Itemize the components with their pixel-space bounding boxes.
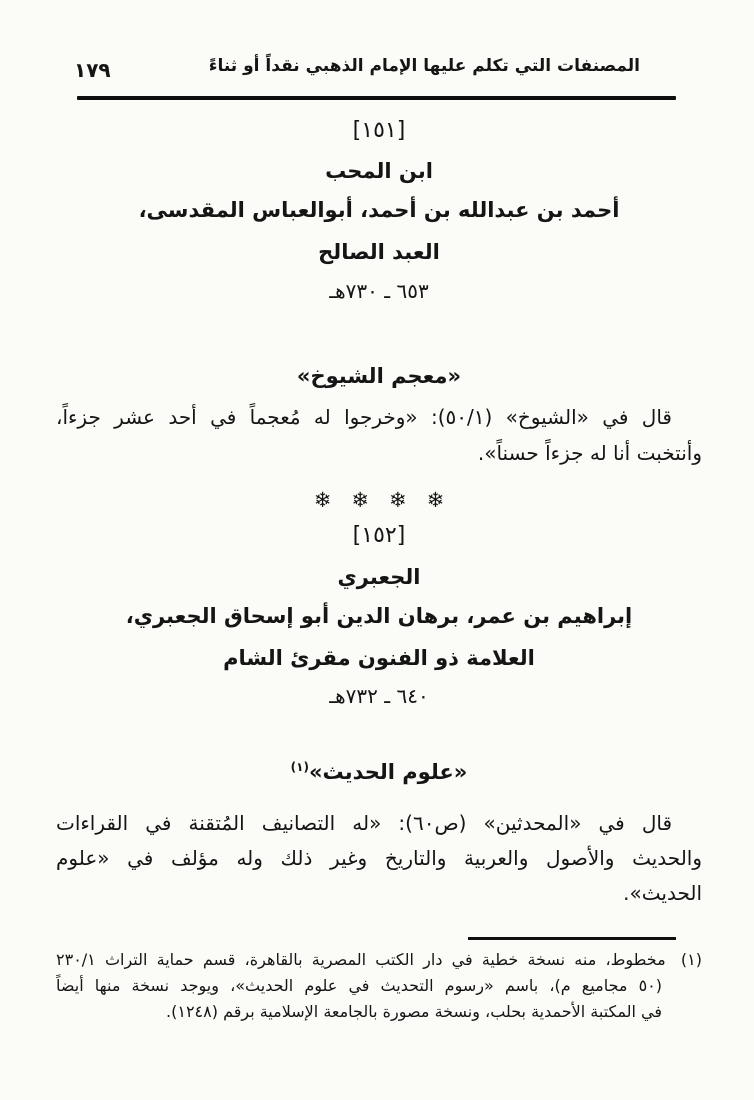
footnote-reference-marker: (١) (290, 760, 309, 774)
flower-ornament-icon: ❄ (389, 488, 407, 512)
page-number: ١٧٩ (74, 58, 111, 82)
entry-152-book-title (56, 758, 702, 786)
footnote-rule-divider (468, 937, 676, 940)
entry-151-book-title: «معجم الشيوخ» (296, 364, 462, 388)
entry-151-number: [١٥١] (352, 118, 406, 143)
footnote-line-2: (٥٠ مجاميع م)، باسم «رسوم التحديث في علوم الحديث»، ويوجد نسخة منها أيضاً (56, 976, 662, 995)
entry-151-quote-line-1: قال في «الشيوخ» (٥٠/١): «وخرجوا له مُعجماً في أحد عشر جزءاً، (56, 405, 672, 429)
entry-152-number: [١٥٢] (352, 523, 406, 548)
footnote-text: مخطوط، منه نسخة خطية في دار الكتب المصرية بالقاهرة، قسم حماية التراث ٢٣٠/١ (56, 950, 666, 969)
entry-152-quote-line-1: قال في «المحدثين» (ص٦٠): «له التصانيف المُتقنة في القراءات (56, 811, 673, 835)
footnote-number: (١) (680, 950, 702, 969)
running-title: المصنفات التي تكلم عليها الإمام الذهبي نقداً أو ثناءً (208, 56, 640, 76)
flower-ornament-icon: ❄ (426, 488, 445, 512)
entry-152-full-name: إبراهيم بن عمر، برهان الدين أبو إسحاق الجعبري، (125, 604, 633, 628)
entry-152-shuhra: الجعبري (337, 565, 421, 589)
book-title-text: «علوم الحديث» (308, 760, 468, 784)
entry-151-shuhra: ابن المحب (325, 159, 433, 183)
entry-151-dates: ٦٥٣ ـ ٧٣٠هـ (329, 279, 429, 303)
entry-152-quote-line-3: الحديث». (623, 881, 702, 905)
entry-151-quote-line-2: وأنتخبت أنا له جزءاً حسناً». (477, 441, 702, 465)
flower-ornament-icon: ❄ (351, 488, 369, 512)
entry-152-epithet: العلامة ذو الفنون مقرئ الشام (223, 646, 535, 670)
footnote-line-1 (56, 948, 702, 971)
flower-ornament-icon: ❄ (313, 488, 332, 512)
entry-152-quote-line-2: والحديث والأصول والعربية والتاريخ وغير ذلك وله مؤلف في «علوم (56, 846, 702, 870)
entry-151-full-name: أحمد بن عبدالله بن أحمد، أبوالعباس المقدسى، (138, 198, 620, 222)
entry-152-dates: ٦٤٠ ـ ٧٣٢هـ (329, 684, 429, 708)
footnote-line-3: في المكتبة الأحمدية بحلب، ونسخة مصورة بالجامعة الإسلامية برقم (١٢٤٨). (166, 1002, 662, 1021)
entry-151-epithet: العبد الصالح (318, 240, 440, 264)
ornament-separator (56, 486, 702, 514)
header-rule-divider (77, 96, 676, 100)
